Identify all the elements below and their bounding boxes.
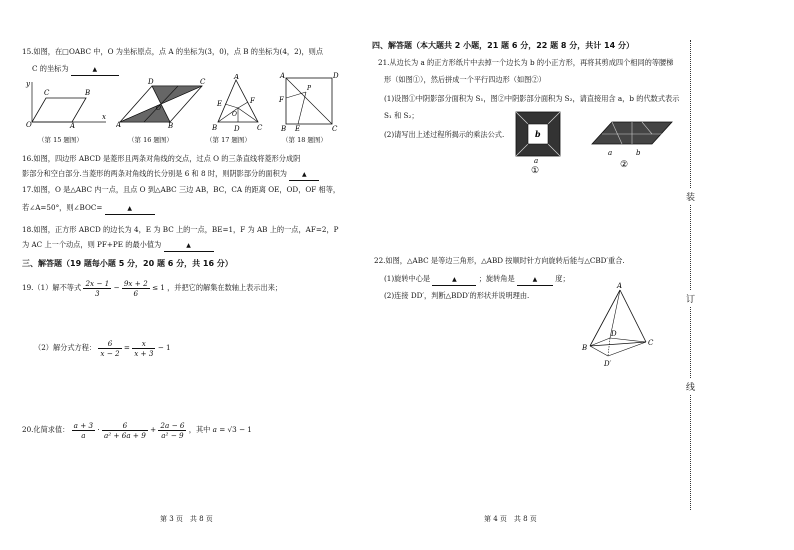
svg-text:O: O bbox=[156, 105, 161, 112]
q17-blank[interactable]: ▲ bbox=[105, 204, 155, 215]
fig16-diagram bbox=[116, 78, 208, 128]
right-page-footer: 第 4 页 共 8 页 bbox=[484, 515, 537, 523]
binding-char-ding: 订 bbox=[686, 290, 695, 307]
q20: 20.化简求值： $\frac{a + 3}{a}$ · $\frac{6}{\text{a² + 6a + 9}}$ + $\frac{2a - 6}{\text{a² − 9}}$ ，其中 a = √3 − 1 bbox=[22, 420, 252, 440]
svg-text:A: A bbox=[234, 74, 240, 81]
svg-text:O: O bbox=[26, 121, 32, 128]
q17-line1: 17.如图，O 是△ABC 内一点，且点 O 到△ABC 三边 AB，BC，CA 的距离 OE，OD，OF 相等， bbox=[22, 185, 341, 194]
q16-text: 影部分和空白部分.当菱形的两条对角线的长分别是 6 和 8 时，则阴影部分的面积为 bbox=[22, 169, 287, 178]
q18-line1: 18.如图，正方形 ABCD 的边长为 4，E 为 BC 上的一点，BE=1，F 为 AB 上的一点，AF=2，P bbox=[22, 225, 339, 234]
fraction-9x-2-over-6: $\frac{9x + 2}{6}$ bbox=[123, 278, 148, 298]
fraction-6-over-x-2: $\frac{6}{x - 2}$ bbox=[100, 338, 120, 358]
q15-line1: 15.如图，在□OABC 中，O 为坐标原点，点 A 的坐标为(3，0)，点 B 的坐标为(4，2)，则点 bbox=[22, 47, 324, 56]
q16-line2 bbox=[22, 169, 319, 181]
svg-text:C: C bbox=[44, 89, 50, 97]
fig17-caption: （第 17 题图） bbox=[206, 136, 251, 144]
svg-text:B: B bbox=[85, 89, 91, 97]
fig16-caption: （第 16 题图） bbox=[128, 136, 173, 144]
svg-text:B: B bbox=[212, 124, 218, 132]
q20-condition: ，其中 bbox=[188, 425, 211, 434]
svg-text:C: C bbox=[332, 125, 338, 132]
q18-line2 bbox=[22, 240, 214, 252]
fraction-2x-1-over-3: $\frac{2x - 1}{3}$ bbox=[85, 278, 110, 298]
q22-rotation-center-label: (1)旋转中心是 bbox=[384, 274, 431, 283]
section3-heading: 三、解答题（19 题每小题 5 分，20 题 6 分，共 16 分） bbox=[22, 259, 233, 268]
q17-line2 bbox=[22, 203, 155, 215]
section4-heading: 四、解答题（本大题共 2 小题，21 题 6 分，22 题 8 分，共计 14 分） bbox=[372, 41, 634, 50]
q16-blank[interactable]: ▲ bbox=[289, 170, 319, 181]
fig21-label-a2: a bbox=[608, 149, 613, 157]
q22-degree-unit: 度； bbox=[555, 274, 570, 283]
q21-line4: S₁ 和 S₂； bbox=[384, 111, 419, 120]
fraction-2a-6-over-a2-9: $\frac{2a - 6}{\text{a² − 9}}$ bbox=[160, 420, 185, 440]
svg-text:E: E bbox=[295, 125, 301, 132]
svg-text:E: E bbox=[217, 100, 223, 108]
svg-text:F: F bbox=[250, 97, 255, 105]
svg-text:A: A bbox=[280, 72, 286, 80]
svg-text:C: C bbox=[200, 78, 206, 86]
fig21-parallelogram-diagram bbox=[588, 112, 674, 174]
svg-text:D: D bbox=[234, 125, 240, 132]
q22-angle-blank[interactable]: ▲ bbox=[517, 275, 553, 286]
fig21-square-diagram bbox=[512, 108, 564, 174]
svg-text:C: C bbox=[648, 339, 654, 347]
q19-part2: （2）解分式方程： $\frac{6}{x - 2}$ = $\frac{x}{x + 3}$ − 1 bbox=[34, 338, 171, 358]
fig21-label-one: ① bbox=[531, 166, 540, 174]
fig21-label-b: b bbox=[535, 129, 541, 139]
svg-text:O: O bbox=[232, 111, 237, 118]
q21-line1: 21.从边长为 a 的正方形纸片中去掉一个边长为 b 的小正方形，再将其剪成四个相同的等腰梯 bbox=[378, 58, 674, 67]
svg-text:B: B bbox=[168, 122, 174, 128]
binding-char-xian: 线 bbox=[686, 378, 695, 395]
svg-text:B: B bbox=[582, 344, 588, 352]
q21-line2: 形（如图①），然后拼成一个平行四边形（如图②） bbox=[384, 75, 546, 84]
q19-2-label: （2）解分式方程： bbox=[34, 343, 97, 352]
fig21-label-two: ② bbox=[620, 160, 629, 170]
fraction-x-over-x-3: $\frac{x}{x + 3}$ bbox=[134, 338, 154, 358]
fig18-caption: （第 18 题图） bbox=[282, 136, 327, 144]
fig21-label-a: a bbox=[534, 157, 539, 165]
svg-text:x: x bbox=[102, 113, 106, 121]
fraction-a3-over-a: $\frac{a + 3}{a}$ bbox=[73, 420, 94, 440]
q15-blank[interactable]: ▲ bbox=[71, 65, 119, 76]
q22-center-blank[interactable]: ▲ bbox=[432, 275, 476, 286]
svg-text:F: F bbox=[279, 96, 284, 104]
q21-line3: (1)设图①中阴影部分面积为 S₁，图②中阴影部分面积为 S₂，请直接用含 a，b 的代数式表示 bbox=[384, 94, 680, 103]
fraction-6-over-quadratic: $\frac{6}{\text{a² + 6a + 9}}$ bbox=[104, 420, 146, 440]
q19-1-instruction: ，并把它的解集在数轴上表示出来； bbox=[167, 283, 283, 292]
q18-blank[interactable]: ▲ bbox=[164, 241, 214, 252]
svg-text:A: A bbox=[617, 282, 623, 290]
left-page-footer: 第 3 页 共 8 页 bbox=[160, 515, 213, 523]
q22-rotation-angle-label: ；旋转角是 bbox=[478, 274, 515, 283]
q16-line1: 16.如图，四边形 ABCD 是菱形且两条对角线的交点，过点 O 的三条直线将菱形分成阴 bbox=[22, 154, 301, 163]
svg-text:C: C bbox=[257, 124, 263, 132]
svg-text:B: B bbox=[281, 125, 287, 132]
q18-text: 为 AC 上一个动点，则 PF+PE 的最小值为 bbox=[22, 240, 162, 249]
q15-text: C 的坐标为 bbox=[32, 64, 69, 73]
q22-line3: (2)连接 DD′，判断△BDD′的形状并说明理由. bbox=[384, 291, 530, 300]
fig17-diagram bbox=[212, 74, 264, 132]
q20-label: 20.化简求值： bbox=[22, 425, 70, 434]
svg-text:D′: D′ bbox=[604, 360, 612, 368]
svg-text:D: D bbox=[333, 72, 339, 80]
svg-text:y: y bbox=[26, 80, 30, 88]
svg-text:P: P bbox=[307, 85, 312, 92]
q22-line1: 22.如图，△ABC 是等边三角形，△ABD 按顺时针方向旋转后能与△CBD′重合. bbox=[374, 256, 625, 265]
q19-1-label: 19.（1）解不等式 bbox=[22, 283, 82, 292]
q21-line5: (2)请写出上述过程所揭示的乘法公式. bbox=[384, 130, 505, 139]
binding-char-zhuang: 装 bbox=[686, 188, 695, 205]
q17-text: 若∠A=50°，则∠BOC= bbox=[22, 203, 103, 212]
fig18-diagram bbox=[278, 72, 342, 132]
binding-dotted-line bbox=[690, 40, 691, 510]
svg-text:A: A bbox=[70, 122, 76, 128]
fig22-diagram bbox=[580, 282, 660, 372]
svg-text:A: A bbox=[116, 121, 122, 128]
fig15-diagram bbox=[24, 78, 110, 128]
fig21-label-b2: b bbox=[636, 149, 641, 157]
svg-text:D: D bbox=[611, 330, 617, 338]
q15-line2 bbox=[32, 64, 119, 76]
q19-part1: 19.（1）解不等式 $\frac{2x - 1}{3}$ − $\frac{9x + 2}{6}$ ≤ 1 ，并把它的解集在数轴上表示出来； bbox=[22, 278, 283, 298]
q22-line2 bbox=[384, 274, 570, 286]
svg-text:D: D bbox=[148, 78, 154, 86]
fig15-caption: （第 15 题图） bbox=[38, 136, 83, 144]
